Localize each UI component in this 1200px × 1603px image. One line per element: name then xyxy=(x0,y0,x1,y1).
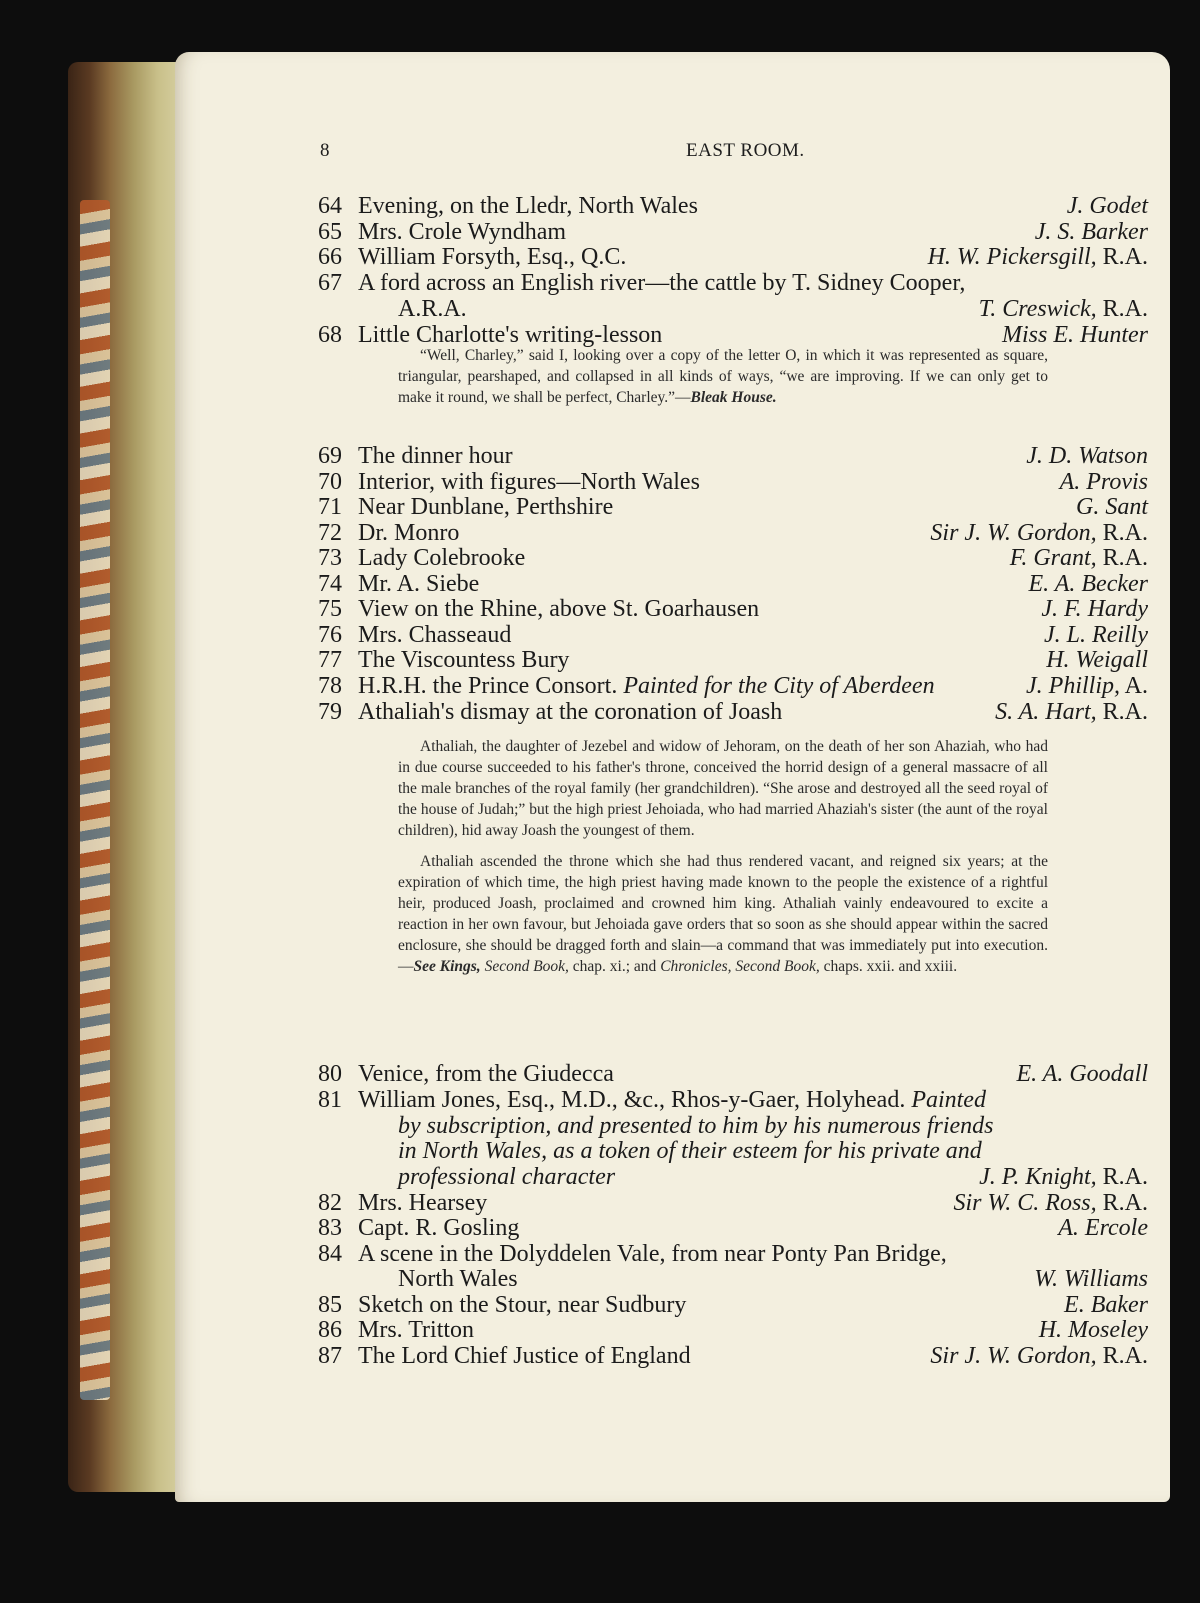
catalogue-entry xyxy=(318,1215,1148,1241)
note-paragraph-2 xyxy=(398,851,1048,977)
catalogue-entry xyxy=(318,647,1148,673)
catalogue-entry xyxy=(318,1241,1148,1267)
artist-name: Miss E. Hunter xyxy=(1002,322,1148,348)
entry-artist xyxy=(1060,469,1148,496)
note-paragraph-1: Athaliah, the daughter of Jezebel and widow of Jehoram, on the death of her son Ahaziah, who had in due course succeeded to his father's throne, conceived the horrid design of a general massacre of all the male branches of the royal family (her grandchildren). “She arose and destroyed all the seed royal of the house of Judah;” but the high priest Jehoiada, who had married Ahaziah's sister (the aunt of the royal children), hid away Joash the youngest of them. xyxy=(398,738,1048,839)
artist-suffix: R.A. xyxy=(1096,699,1148,725)
artist-name: H. Moseley xyxy=(1038,1317,1148,1343)
catalogue-entry xyxy=(318,1190,1148,1216)
note-ref-second-book: Second Book, xyxy=(484,958,569,975)
entry-number: 67 xyxy=(318,270,342,296)
entry-number: 87 xyxy=(318,1343,342,1369)
entry-title-italic: Painted for the City of Aberdeen xyxy=(623,673,935,699)
entry-number: 73 xyxy=(318,545,342,571)
marbled-edge xyxy=(80,200,110,1400)
entry-artist xyxy=(930,1343,1148,1370)
entry-title xyxy=(358,270,965,297)
entry-number: 81 xyxy=(318,1087,342,1113)
entry-title xyxy=(398,1138,982,1165)
entry-title xyxy=(358,699,782,726)
entry-title xyxy=(358,494,613,521)
entry-artist xyxy=(979,296,1148,323)
entry-number: 72 xyxy=(318,520,342,546)
catalogue-entry xyxy=(318,443,1148,469)
artist-name: E. Baker xyxy=(1064,1292,1148,1318)
entry-title-text: The Viscountess Bury xyxy=(358,647,570,673)
entry-title xyxy=(398,1164,615,1191)
artist-name: H. W. Pickersgill, xyxy=(927,244,1097,270)
entry-title-text: Mrs. Tritton xyxy=(358,1317,475,1343)
entry-title xyxy=(358,1241,947,1268)
artist-name: T. Creswick, xyxy=(978,296,1097,322)
catalogue-entry xyxy=(318,469,1148,495)
entry-number: 83 xyxy=(318,1215,342,1241)
entry-title-italic: in North Wales, as a token of their esteem for his private and xyxy=(398,1138,982,1164)
entry-number: 78 xyxy=(318,673,342,699)
artist-name: J. D. Watson xyxy=(1026,443,1148,469)
entry-number: 74 xyxy=(318,571,342,597)
entry-title-italic: Painted xyxy=(911,1087,986,1113)
artist-suffix: R.A. xyxy=(1096,1164,1148,1190)
artist-name: F. Grant, xyxy=(1009,545,1097,571)
artist-name: S. A. Hart, xyxy=(995,699,1097,725)
entry-number: 85 xyxy=(318,1292,342,1318)
entry-number: 66 xyxy=(318,244,342,270)
entry-number: 76 xyxy=(318,622,342,648)
entry-artist xyxy=(1026,673,1148,700)
entry-title-text: Mr. A. Siebe xyxy=(358,571,480,597)
entry-title xyxy=(358,622,511,649)
section-title: EAST ROOM. xyxy=(686,140,805,161)
entry-title xyxy=(358,673,935,700)
entry-artist xyxy=(928,244,1148,271)
entry-artist xyxy=(1029,571,1149,598)
entry-artist xyxy=(1039,1317,1148,1344)
catalogue-entry xyxy=(318,545,1148,571)
entry-title-text: Lady Colebrooke xyxy=(358,545,526,571)
quote-text: “Well, Charley,” said I, looking over a copy of the letter O, in which it was represented as square, triangular, pearshaped, and collapsed in all kinds of ways, “we are improving. If we can only get to make it round, we shall be perfect, Charley.”— xyxy=(398,347,1048,406)
entry-artist xyxy=(1034,1266,1148,1293)
entry-title-text: Athaliah's dismay at the coronation of Joash xyxy=(358,699,783,725)
quote-source: Bleak House. xyxy=(690,389,777,406)
entry-title-text: A.R.A. xyxy=(398,296,467,322)
artist-suffix: R.A. xyxy=(1096,1343,1148,1369)
note-ref-kings: See Kings, xyxy=(413,958,481,975)
catalogue-entry xyxy=(318,673,1148,699)
entry-number: 68 xyxy=(318,322,342,348)
entry-title xyxy=(358,520,459,547)
artist-name: W. Williams xyxy=(1034,1266,1148,1292)
catalogue-entry xyxy=(318,596,1148,622)
entry-number: 84 xyxy=(318,1241,342,1267)
entry-title-text: H.R.H. the Prince Consort. xyxy=(358,673,618,699)
entry-title xyxy=(358,596,759,623)
entry-title xyxy=(398,296,467,323)
catalogue-entry xyxy=(318,244,1148,270)
artist-name: J. P. Knight, xyxy=(979,1164,1097,1190)
entry-title xyxy=(358,571,479,598)
artist-name: J. S. Barker xyxy=(1034,219,1148,245)
entry-title-text: Evening, on the Lledr, North Wales xyxy=(358,193,698,219)
entry-title xyxy=(358,244,626,271)
catalogue-entry xyxy=(318,270,1148,296)
note-ref-chap: chap. xi.; and xyxy=(572,958,657,975)
entry-title-text: Venice, from the Giudecca xyxy=(358,1061,614,1087)
catalogue-entry xyxy=(318,622,1148,648)
entry-title xyxy=(358,1190,487,1217)
catalogue-entry xyxy=(318,1113,1148,1139)
entry-title-text: Dr. Monro xyxy=(358,520,460,546)
entry-title-text: A scene in the Dolyddelen Vale, from near Ponty Pan Bridge, xyxy=(358,1241,947,1267)
entry-artist xyxy=(1026,443,1148,470)
entry-number: 79 xyxy=(318,699,342,725)
entry-number: 80 xyxy=(318,1061,342,1087)
entry-number: 75 xyxy=(318,596,342,622)
note-athaliah xyxy=(398,736,1048,977)
entry-title xyxy=(358,1292,686,1319)
entry-artist xyxy=(1010,545,1148,572)
artist-name: A. Ercole xyxy=(1058,1215,1148,1241)
catalogue-entry xyxy=(318,1266,1148,1292)
artist-name: H. Weigall xyxy=(1046,647,1148,673)
catalogue-entry xyxy=(318,571,1148,597)
entry-title xyxy=(358,1215,519,1242)
entry-artist xyxy=(995,699,1148,726)
entry-title-text: William Forsyth, Esq., Q.C. xyxy=(358,244,627,270)
catalogue-entry xyxy=(318,193,1148,219)
catalogue-entry xyxy=(318,1292,1148,1318)
entry-number: 70 xyxy=(318,469,342,495)
entry-title-italic: professional character xyxy=(398,1164,616,1190)
entry-title xyxy=(358,219,566,246)
artist-name: J. Godet xyxy=(1066,193,1148,219)
entry-artist xyxy=(1044,622,1148,649)
artist-name: J. L. Reilly xyxy=(1044,622,1148,648)
entry-title xyxy=(358,1317,474,1344)
entry-title xyxy=(358,1087,986,1114)
entry-artist xyxy=(1041,596,1148,623)
artist-name: G. Sant xyxy=(1076,494,1148,520)
entry-number: 77 xyxy=(318,647,342,673)
artist-name: E. A. Becker xyxy=(1028,571,1148,597)
artist-suffix: R.A. xyxy=(1096,520,1148,546)
catalogue-entry xyxy=(318,494,1148,520)
entry-artist xyxy=(1035,219,1148,246)
entry-title-text: Interior, with figures—North Wales xyxy=(358,469,700,495)
entry-title-text: Mrs. Chasseaud xyxy=(358,622,512,648)
entry-title-text: William Jones, Esq., M.D., &c., Rhos-y-Gaer, Holyhead. xyxy=(358,1087,906,1113)
catalogue-entry xyxy=(318,699,1148,725)
note-ref-chaps: chaps. xxii. and xxiii. xyxy=(823,958,958,975)
quote-bleak-house xyxy=(398,345,1048,408)
entry-title xyxy=(358,193,698,220)
entry-number: 71 xyxy=(318,494,342,520)
entry-title-text: Little Charlotte's writing-lesson xyxy=(358,322,663,348)
catalogue-entry xyxy=(318,296,1148,322)
artist-name: A. Provis xyxy=(1059,469,1148,495)
entry-number: 82 xyxy=(318,1190,342,1216)
catalogue-entry xyxy=(318,520,1148,546)
catalogue-entry xyxy=(318,1164,1148,1190)
catalogue-entry xyxy=(318,1317,1148,1343)
entry-title-text: The Lord Chief Justice of England xyxy=(358,1343,691,1369)
entry-title-italic: by subscription, and presented to him by his numerous friends xyxy=(398,1113,994,1139)
note-ref-chronicles: Chronicles, Second Book, xyxy=(660,958,820,975)
entry-artist xyxy=(954,1190,1149,1217)
entry-title xyxy=(358,1343,691,1370)
entry-number: 64 xyxy=(318,193,342,219)
entry-artist xyxy=(1076,494,1148,521)
entry-artist xyxy=(930,520,1148,547)
artist-suffix: R.A. xyxy=(1096,244,1148,270)
entry-title xyxy=(358,545,525,572)
artist-name: Sir J. W. Gordon, xyxy=(930,520,1097,546)
artist-name: Sir J. W. Gordon, xyxy=(930,1343,1097,1369)
entry-title-text: View on the Rhine, above St. Goarhausen xyxy=(358,596,760,622)
entry-title-text: North Wales xyxy=(398,1266,518,1292)
entry-title xyxy=(358,1061,614,1088)
artist-suffix: R.A. xyxy=(1096,296,1148,322)
entry-title xyxy=(358,443,513,470)
entry-number: 69 xyxy=(318,443,342,469)
entry-artist xyxy=(1016,1061,1148,1088)
entry-number: 65 xyxy=(318,219,342,245)
entry-title-text: Mrs. Crole Wyndham xyxy=(358,219,567,245)
catalogue-entry xyxy=(318,219,1148,245)
entry-artist xyxy=(1064,1292,1148,1319)
entry-title xyxy=(358,647,569,674)
entry-title-text: Mrs. Hearsey xyxy=(358,1190,488,1216)
entry-title-text: Sketch on the Stour, near Sudbury xyxy=(358,1292,687,1318)
artist-name: E. A. Goodall xyxy=(1016,1061,1148,1087)
catalogue-entry xyxy=(318,1087,1148,1113)
catalogue-entry xyxy=(318,1061,1148,1087)
artist-suffix: R.A. xyxy=(1096,545,1148,571)
entry-artist xyxy=(1058,1215,1148,1242)
entry-artist xyxy=(1067,193,1148,220)
entry-title-text: Near Dunblane, Perthshire xyxy=(358,494,614,520)
artist-name: Sir W. C. Ross, xyxy=(953,1190,1097,1216)
artist-name: J. F. Hardy xyxy=(1041,596,1148,622)
entry-title xyxy=(358,469,700,496)
page-number: 8 xyxy=(320,140,330,161)
artist-name: J. Phillip, xyxy=(1026,673,1120,699)
entry-artist xyxy=(1046,647,1148,674)
entry-title-text: Capt. R. Gosling xyxy=(358,1215,520,1241)
note-p2-text: Athaliah ascended the throne which she had thus rendered vacant, and reigned six years; at the expiration of which time, the high priest having made known to the people the existence of a rightful heir, produced Joash, proclaimed and crowned him king. Athaliah vainly endeavoured to excite a reaction in her own favour, but Jehoiada gave orders that so soon as she should appear within the sacred enclosure, she should be dragged forth and slain—a command that was immediately put into execution.— xyxy=(398,853,1048,975)
artist-suffix: A. xyxy=(1119,673,1148,699)
entry-title-text: A ford across an English river—the cattle by T. Sidney Cooper, xyxy=(358,270,966,296)
entry-title xyxy=(398,1266,518,1293)
catalogue-entry xyxy=(318,1343,1148,1369)
entry-title-text: The dinner hour xyxy=(358,443,513,469)
artist-suffix: R.A. xyxy=(1096,1190,1148,1216)
entry-title xyxy=(398,1113,994,1140)
catalogue-entry xyxy=(318,1138,1148,1164)
entry-artist xyxy=(979,1164,1148,1191)
entry-number: 86 xyxy=(318,1317,342,1343)
